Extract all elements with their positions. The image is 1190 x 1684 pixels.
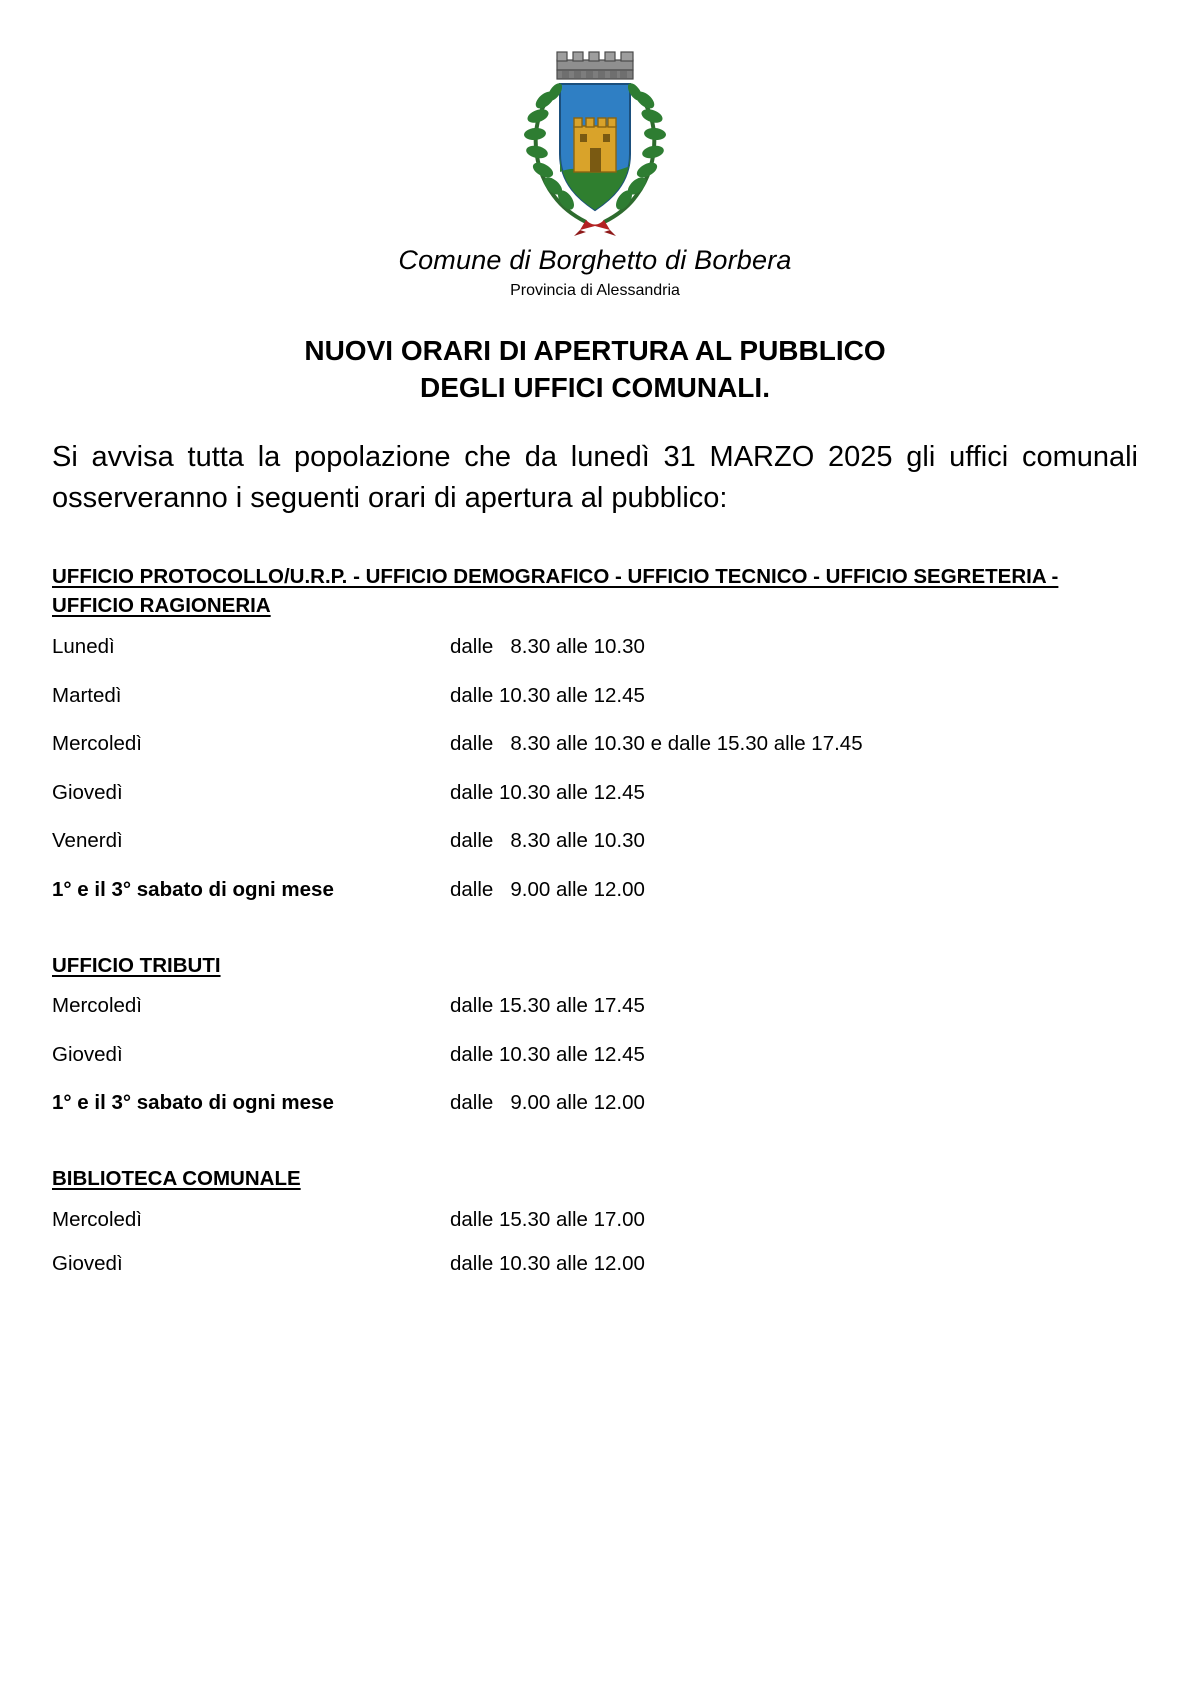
- section-biblioteca-comunale: [52, 1164, 1138, 1277]
- schedule-day: 1° e il 3° sabato di ogni mese: [52, 1091, 334, 1115]
- schedule-row: [52, 1208, 1138, 1233]
- schedule-day: Venerdì: [52, 829, 123, 853]
- provincia-name: Provincia di Alessandria: [510, 281, 680, 299]
- schedule-time: dalle 8.30 alle 10.30: [450, 829, 645, 853]
- schedule-day: Mercoledì: [52, 1207, 143, 1231]
- page-title-line1: NUOVI ORARI DI APERTURA AL PUBBLICO: [304, 335, 886, 367]
- schedule-row: [52, 1091, 1138, 1116]
- schedule-row: [52, 1252, 1138, 1277]
- schedule-row: [52, 781, 1138, 806]
- crest-container: [52, 44, 1138, 236]
- schedule-row: [52, 684, 1138, 709]
- schedule-row: [52, 1043, 1138, 1068]
- section-title: BIBLIOTECA COMUNALE: [52, 1167, 301, 1191]
- schedule-rows: [52, 1208, 1138, 1277]
- schedule-time: dalle 10.30 alle 12.45: [450, 1042, 645, 1066]
- section-title: UFFICIO PROTOCOLLO/U.R.P. - UFFICIO DEMOGRAFICO - UFFICIO TECNICO - UFFICIO SEGRETERIA - UFFICIO RAGIONERIA: [52, 564, 1059, 618]
- schedule-day: Giovedì: [52, 1042, 123, 1066]
- schedule-time: dalle 15.30 alle 17.45: [450, 994, 645, 1018]
- schedule-time: dalle 8.30 alle 10.30: [450, 634, 645, 658]
- page-title-line2: DEGLI UFFICI COMUNALI.: [420, 372, 770, 404]
- schedule-day: Giovedì: [52, 1252, 123, 1276]
- schedule-time: dalle 9.00 alle 12.00: [450, 877, 645, 901]
- schedule-rows: [52, 635, 1138, 903]
- schedule-row: [52, 829, 1138, 854]
- schedule-day: Mercoledì: [52, 732, 143, 756]
- schedule-day: Giovedì: [52, 780, 123, 804]
- schedule-day: 1° e il 3° sabato di ogni mese: [52, 877, 334, 901]
- schedule-time: dalle 10.30 alle 12.45: [450, 683, 645, 707]
- section-title: UFFICIO TRIBUTI: [52, 953, 221, 977]
- page-title: [52, 333, 1138, 407]
- schedule-row: [52, 635, 1138, 660]
- schedule-row: [52, 878, 1138, 903]
- schedule-row: [52, 732, 1138, 757]
- section-ufficio-tributi: [52, 951, 1138, 1117]
- intro-paragraph: Si avvisa tutta la popolazione che da lunedì 31 MARZO 2025 gli uffici comunali osserveranno i seguenti orari di apertura al pubblico:: [52, 441, 1138, 515]
- comune-crest-icon: [500, 44, 690, 236]
- schedule-rows: [52, 994, 1138, 1116]
- section-uffici-generali: [52, 562, 1138, 903]
- schedule-day: Lunedì: [52, 634, 115, 658]
- schedule-day: Mercoledì: [52, 994, 143, 1018]
- schedule-day: Martedì: [52, 683, 122, 707]
- comune-name: Comune di Borghetto di Borbera: [398, 245, 792, 275]
- schedule-time: dalle 15.30 alle 17.00: [450, 1207, 645, 1231]
- schedule-time: dalle 10.30 alle 12.00: [450, 1252, 645, 1276]
- schedule-row: [52, 994, 1138, 1019]
- schedule-time: dalle 10.30 alle 12.45: [450, 780, 645, 804]
- schedule-time: dalle 9.00 alle 12.00: [450, 1091, 645, 1115]
- schedule-time: dalle 8.30 alle 10.30 e dalle 15.30 alle 17.45: [450, 732, 863, 756]
